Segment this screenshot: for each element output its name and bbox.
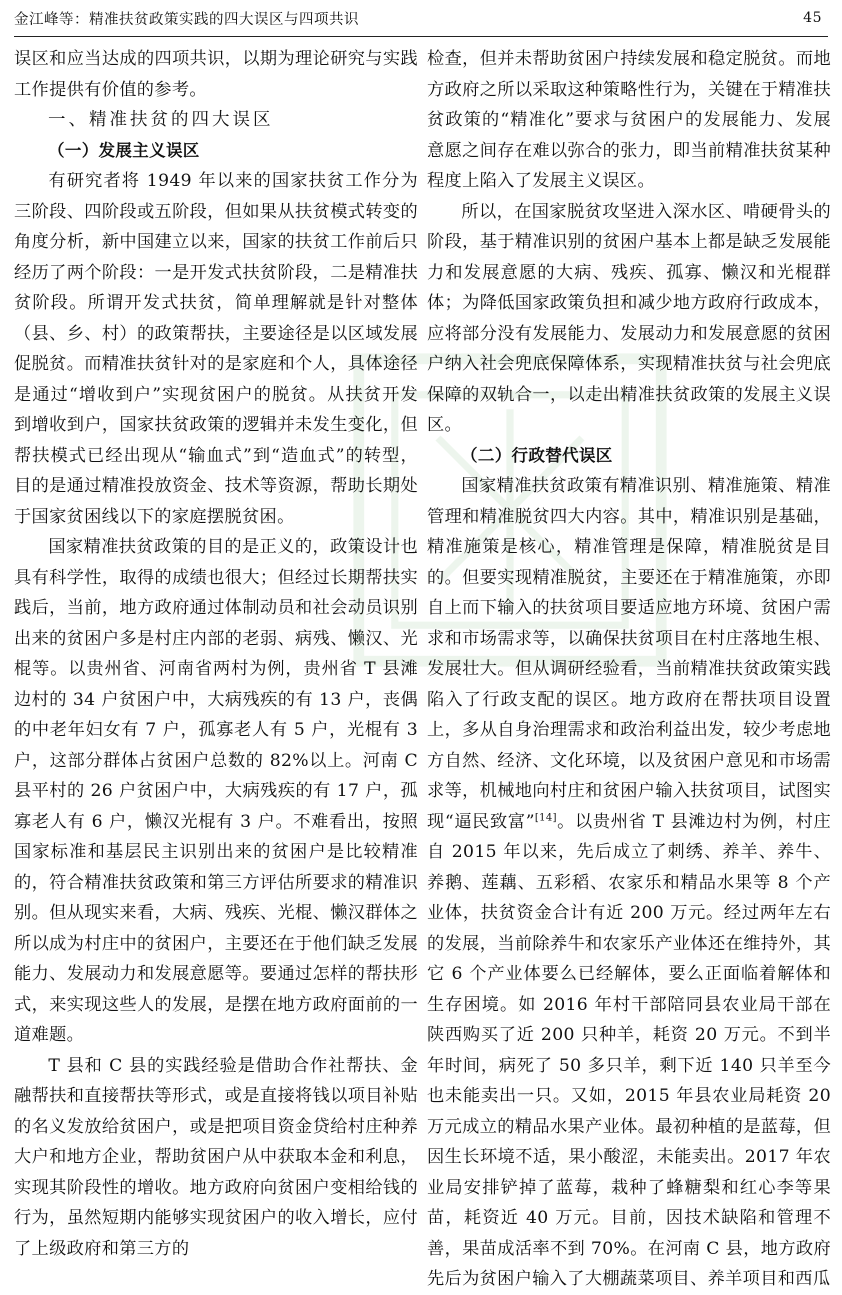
page-number: 45	[803, 10, 822, 26]
paragraph: 有研究者将 1949 年以来的国家扶贫工作分为三阶段、四阶段或五阶段，但如果从扶贫模式转变的角度分析，新中国建立以来，国家的扶贫工作前后只经历了两个阶段：一是开发式扶贫阶段，二是精准扶贫阶段。所谓开发式扶贫，简单理解就是针对整体（县、乡、村）的政策帮扶，主要途径是以区域发展促脱贫。而精准扶贫针对的是家庭和个人，具体途径是通过“增收到户”实现贫困户的脱贫。从扶贫开发到增收到户，国家扶贫政策的逻辑并未发生变化，但帮扶模式已经出现从“输血式”到“造血式”的转型，目的是通过精准投放资金、技术等资源，帮助长期处于国家贫困线以下的家庭摆脱贫困。	[14, 171, 418, 527]
paragraph: 误区和应当达成的四项共识，以期为理论研究与实践工作提供有价值的参考。	[14, 49, 418, 100]
running-title: 金江峰等：精准扶贫政策实践的四大误区与四项共识	[14, 11, 359, 28]
paragraph: T 县和 C 县的实践经验是借助合作社帮扶、金融帮扶和直接帮扶等形式，或是直接将钱以项目补贴的名义发放给贫困户，或是把项目资金贷给村庄种养大户和地方企业，帮助贫困户从中获取本金和利息，实现其阶段性的增收。地方政府向贫困户变相给钱的行为，虽然短期内能够实现贫困户的收入增长，应付了上级政府和第三方的	[14, 1055, 418, 1259]
subsection-heading: （二）行政替代误区	[461, 445, 613, 465]
paragraph: 所以，在国家脱贫攻坚进入深水区、啃硬骨头的阶段，基于精准识别的贫困户基本上都是缺乏发展能力和发展意愿的大病、残疾、孤寡、懒汉和光棍群体；为降低国家政策负担和减少地方政府行政成本，应将部分没有发展能力、发展动力和发展意愿的贫困户纳入社会兜底保障体系，实现精准扶贫与社会兜底保障的双轨合一，以走出精准扶贫政策的发展主义误区。	[427, 201, 831, 435]
left-column	[14, 44, 418, 1264]
paragraph	[427, 471, 831, 1295]
section-heading: 一、精准扶贫的四大误区	[48, 110, 274, 130]
citation-marker: [14]	[534, 811, 557, 823]
paragraph: 检查，但并未帮助贫困户持续发展和稳定脱贫。而地方政府之所以采取这种策略性行为，关键在于精准扶贫政策的“精准化”要求与贫困户的发展能力、发展意愿之间存在难以弥合的张力，即当前精准扶贫某种程度上陷入了发展主义误区。	[427, 49, 831, 191]
paragraph-text: 国家精准扶贫政策有精准识别、精准施策、精准管理和精准脱贫四大内容。其中，精准识别是基础，精准施策是核心，精准管理是保障，精准脱贫是目的。但要实现精准脱贫，主要还在于精准施策，亦即自上而下输入的扶贫项目要适应地方环境、贫困户需求和市场需求等，以确保扶贫项目在村庄落地生根、发展壮大。但从调研经验看，当前精准扶贫政策实践陷入了行政支配的误区。地方政府在帮扶项目设置上，多从自身治理需求和政治利益出发，较少考虑地方自然、经济、文化环境，以及贫困户意见和市场需求等，机械地向村庄和贫困户输入扶贫项目，试图实现“逼民致富”	[427, 476, 831, 832]
paragraph-text: 。以贵州省 T 县滩边村为例，村庄自 2015 年以来，先后成立了刺绣、养羊、养牛、养鹅、莲藕、五彩稻、农家乐和精品水果等 8 个产业体，扶贫资金合计有近 200 万元。经过两年左右的发展，当前除养牛和农家乐产业体还在维持外，其它 6 个产业体要么已经解体，要么正面临着解体和生存困境。如 2016 年村干部陪同县农业局干部在陕西购买了近 200 只种羊，耗资 20 万元。不到半年时间，病死了 50 多只羊，剩下近 140 只羊至今也未能卖出一只。又如，2015 年县农业局耗资 20 万元成立的精品水果产业体。最初种植的是蓝莓，但因生长环境不适，果小酸涩，未能卖出。2017 年农业局安排铲掉了蓝莓，栽种了蜂糖梨和红心李等果苗，耗资近 40 万元。目前，因技术缺陷和管理不善，果苗成活率不到 70%。在河南 C 县，地方政府先后为贫困户输入了大棚蔬菜项目、养羊项目和西瓜	[427, 811, 831, 1289]
subsection-heading: （一）发展主义误区	[48, 140, 200, 160]
running-header	[14, 0, 828, 37]
right-column	[427, 44, 831, 1295]
paragraph: 国家精准扶贫政策的目的是正义的，政策设计也具有科学性，取得的成绩也很大；但经过长期帮扶实践后，当前，地方政府通过体制动员和社会动员识别出来的贫困户多是村庄内部的老弱、病残、懒汉、光棍等。以贵州省、河南省两村为例，贵州省 T 县滩边村的 34 户贫困户中，大病残疾的有 13 户，丧偶的中老年妇女有 7 户，孤寡老人有 5 户，光棍有 3 户，这部分群体占贫困户总数的 82%以上。河南 C 县平村的 26 户贫困户中，大病残疾的有 17 户，孤寡老人有 6 户，懒汉光棍有 3 户。不难看出，按照国家标准和基层民主识别出来的贫困户是比较精准的，符合精准扶贫政策和第三方评估所要求的精准识别。但从现实来看，大病、残疾、光棍、懒汉群体之所以成为村庄中的贫困户，主要还在于他们缺乏发展能力、发展动力和发展意愿等。要通过怎样的帮扶形式，来实现这些人的发展，是摆在地方政府面前的一道难题。	[14, 537, 418, 1045]
